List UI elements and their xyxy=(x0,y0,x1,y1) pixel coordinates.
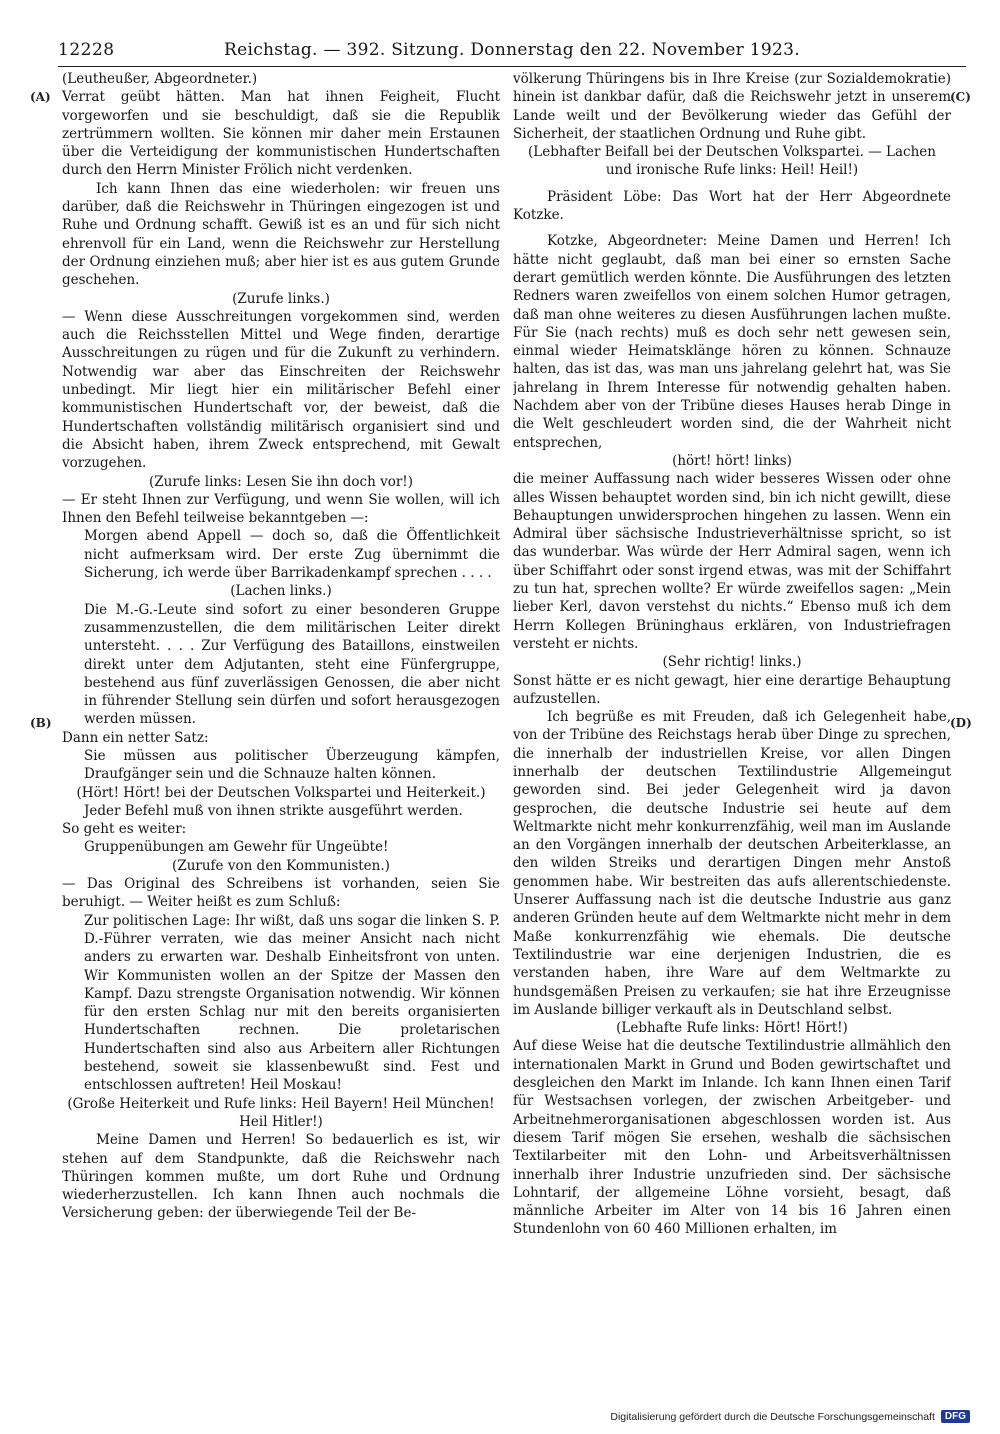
interjection: (Lebhafte Rufe links: Hört! Hört!) xyxy=(616,1020,848,1037)
paragraph: völkerung Thüringens bis in Ihre Kreise (zur Sozialdemokratie) hinein ist dankbar dafür, daß die Reichswehr jetzt in unserem Lande weilt und der Bevölkerung wieder das Gefühl der Sicherheit, der staatlichen Ordnung und Ruhe gibt. xyxy=(513,71,951,142)
dfg-logo: DFG xyxy=(941,1410,970,1423)
margin-mark-c: (C) xyxy=(950,90,971,104)
paragraph: Präsident Löbe: Das Wort hat der Herr Abgeordnete Kotzke. xyxy=(513,188,951,224)
paragraph: Morgen abend Appell — doch so, daß die Öffentlichkeit nicht aufmerksam wird. Der erste Zug übernimmt die Sicherung, ich werde über Barrikadenkampf sprechen . . . . xyxy=(84,528,500,582)
running-title: Reichstag. — 392. Sitzung. Donnerstag den 22. November 1923. xyxy=(224,40,800,60)
paragraph: Ich kann Ihnen das eine wiederholen: wir freuen uns darüber, daß die Reichswehr in Thüringen eingezogen ist und Ruhe und Ordnung schafft. Gewiß ist es an und für sich nicht ehrenvoll für ein Land, wenn die Reichswehr zur Herstellung der Ordnung einziehen muß; aber hier ist es aus gutem Grunde geschehen. xyxy=(62,180,500,289)
margin-mark-d: (D) xyxy=(950,716,972,730)
paragraph: Auf diese Weise hat die deutsche Textilindustrie allmählich den internationalen Markt in Grund und Boden gewirtschaftet und desgleichen den Markt im Inlande. Ich kann Ihnen einen Tarif für Westsachsen vorlegen, der zwischen Arbeitgeber- und Arbeitnehmerorganisationen abgeschlossen worden ist. Aus diesem Tarif mögen Sie ersehen, weshalb die sächsischen Textilarbeiter mit den Lohn- und Arbeitsverhältnissen innerhalb ihrer Industrie unzufrieden sind. Der sächsische Lohntarif, der allgemeine Löhne vorsieht, besagt, daß männliche Arbeiter im Alter von 14 bis 16 Jahren einen Stundenlohn von 60 460 Millionen erhalten, im xyxy=(513,1038,951,1238)
margin-mark-a: (A) xyxy=(30,90,51,104)
paragraph: — Das Original des Schreibens ist vorhanden, seien Sie beruhigt. — Weiter heißt es zum Schluß: xyxy=(62,876,500,911)
page-number: 12228 xyxy=(58,40,115,60)
paragraph: Gruppenübungen am Gewehr für Ungeübte! xyxy=(84,839,389,856)
interjection: (Sehr richtig! links.) xyxy=(662,654,802,671)
paragraph: — Er steht Ihnen zur Verfügung, und wenn Sie wollen, will ich Ihnen den Befehl teilweise bekanntgeben —: xyxy=(62,491,500,527)
interjection: (Zurufe links.) xyxy=(232,290,330,307)
interjection: (Lebhafter Beifall bei der Deutschen Volkspartei. — Lachen und ironische Rufe links: Heil! Heil!) xyxy=(528,144,936,179)
paragraph: Jeder Befehl muß von ihnen strikte ausgeführt werden. xyxy=(84,802,463,819)
paragraph: Dann ein netter Satz: xyxy=(62,729,209,746)
paragraph: Die M.-G.-Leute sind sofort zu einer besonderen Gruppe zusammenzustellen, die dem militärischen Leiter direkt untersteht. . . . Zur Verfügung des Bataillons, einstweilen direkt unter dem Adjutanten, steht eine Fünfergruppe, bestehend aus fünf zuverlässigen Genossen, die aber nicht in führender Stellung sein dürfen und sofort herausgezogen werden müssen. xyxy=(84,601,500,728)
credit-text: Digitalisierung gefördert durch die Deutsche Forschungsgemeinschaft xyxy=(610,1410,935,1423)
paragraph: Sie müssen aus politischer Überzeugung kämpfen, Draufgänger sein und die Schnauze halten können. xyxy=(84,747,500,783)
paragraph: (Leutheußer, Abgeordneter.) xyxy=(62,71,258,87)
paragraph: Ich begrüße es mit Freuden, daß ich Gelegenheit habe, von der Tribüne des Reichstags herab über Dinge zu sprechen, die innerhalb der industriellen Kreise, vor allen Dingen innerhalb der deutschen Textilindustrie Allgemeingut geworden sind. Bei jeder Gelegenheit wird ja davon gesprochen, die deutsche Industrie sei heute auf dem Weltmarkte nicht mehr konkurrenzfähig, weil man im Auslande an den Vorgängen innerhalb der deutschen Arbeiterklasse, an den wilden Streiks und derartigen Dingen mehr Anstoß genommen habe. Wir bestreiten das aufs allerentschiedenste. Unserer Auffassung nach ist die deutsche Industrie aus ganz anderen Gründen heute auf dem Weltmarkte nicht mehr in dem Maße konkurrenzfähig wie ehemals. Die deutsche Textilindustrie war eine derjenigen Industrien, die es verstanden haben, ihre Ware auf dem Weltmarkte zu hundsgemäßen Preisen zu verkaufen; sie hat ihre Erzeugnisse im Auslande billiger verkauft als in Deutschland selbst. xyxy=(513,709,951,1018)
page-header xyxy=(58,36,966,67)
right-column xyxy=(513,70,951,1380)
interjection: (Lachen links.) xyxy=(230,583,332,600)
paragraph: Sonst hätte er es nicht gewagt, hier eine derartige Behauptung aufzustellen. xyxy=(513,672,951,707)
paragraph: Kotzke, Abgeordneter: Meine Damen und Herren! Ich hätte nicht geglaubt, daß man bei einer so ernsten Sache derart gemütlich werden könnte. Die Ausführungen des letzten Redners waren zweifellos von einem solchen Humor getragen, daß man ohne weiteres zu diesen Ausführungen lachen mußte. Für Sie (nach rechts) muß es doch sehr nett gewesen sein, einmal wieder Heimatsklänge hören zu können. Schnauze halten, das ist das, was man uns jahrelang gelehrt hat, was Sie jahrelang in Ihrem Interesse für notwendig gehalten haben. Nachdem aber von der Tribüne dieses Hauses herab Dinge in die Welt geschleudert worden sind, die der Wahrheit nicht entsprechen, xyxy=(513,233,951,451)
interjection: (Große Heiterkeit und Rufe links: Heil Bayern! Heil München! Heil Hitler!) xyxy=(67,1095,495,1130)
paragraph: So geht es weiter: xyxy=(62,821,187,838)
interjection: (hört! hört! links) xyxy=(672,452,792,469)
paragraph: Meine Damen und Herren! So bedauerlich es ist, wir stehen auf dem Standpunkte, daß die Reichswehr nach Thüringen kommen mußte, um dort Ruhe und Ordnung wiederherzustellen. Ich kann Ihnen auch nochmals die Versicherung geben: der überwiegende Teil der Be- xyxy=(62,1132,500,1222)
paragraph: Zur politischen Lage: Ihr wißt, daß uns sogar die linken S. P. D.-Führer verraten, wie das meiner Ansicht nach nicht anders zu erwarten war. Deshalb Einheitsfront von unten. Wir Kommunisten wollen an der Spitze der Massen den Kampf. Dazu strengste Organisation notwendig. Wir können für den ersten Schlag nur mit den bereits organisierten Hundertschaften rechnen. Die proletarischen Hundertschaften sind also aus Arbeitern aller Richtungen bestehend, soweit sie klassenbewußt sind. Fest und entschlossen auftreten! Heil Moskau! xyxy=(84,912,500,1094)
paragraph: Verrat geübt hätten. Man hat ihnen Feigheit, Flucht vorgeworfen und sie beschuldigt, daß sie die Republik zertrümmern wollten. Sie können mir daher mein Erstaunen über die Verteidigung der kommunistischen Hundertschaften durch den Herrn Minister Frölich nicht verdenken. xyxy=(62,89,500,179)
paragraph: — Wenn diese Ausschreitungen vorgekommen sind, werden auch die Reichsstellen Mittel und Wege finden, derartige Ausschreitungen zu rügen und für die Zukunft zu verhindern. Notwendig war aber das Einschreiten der Reichswehr unbedingt. Mir liegt hier ein militärischer Befehl einer kommunistischen Hundertschaft vor, der beweist, daß die Hundertschaften vollständig militärisch organisiert sind und die Absicht haben, ihrem Zweck entsprechend, mit Gewalt vorzugehen. xyxy=(62,308,500,472)
margin-mark-b: (B) xyxy=(30,716,52,730)
interjection: (Hört! Hört! bei der Deutschen Volkspartei und Heiterkeit.) xyxy=(76,784,486,801)
interjection: (Zurufe links: Lesen Sie ihn doch vor!) xyxy=(149,473,413,490)
paragraph: die meiner Auffassung nach wider besseres Wissen oder ohne alles Wissen behauptet worden sind, bin ich nicht gewillt, diese Behauptungen unwidersprochen hingehen zu lassen. Wenn ein Admiral über sächsische Industrieverhältnisse spricht, so ist das wunderbar. Was würde der Herr Admiral sagen, wenn ich über Schiffahrt oder sonst irgend etwas, was mit der Schiffahrt zu tun hat, sprechen wollte? Er würde zweifellos sagen: „Mein lieber Kerl, davon verstehst du nichts.“ Ebenso muß ich dem Herrn Kollegen Brüninghaus erklären, von Industriefragen versteht er nichts. xyxy=(513,471,951,652)
left-column xyxy=(62,70,500,1380)
footer-credit xyxy=(610,1410,970,1423)
interjection: (Zurufe von den Kommunisten.) xyxy=(172,857,390,874)
